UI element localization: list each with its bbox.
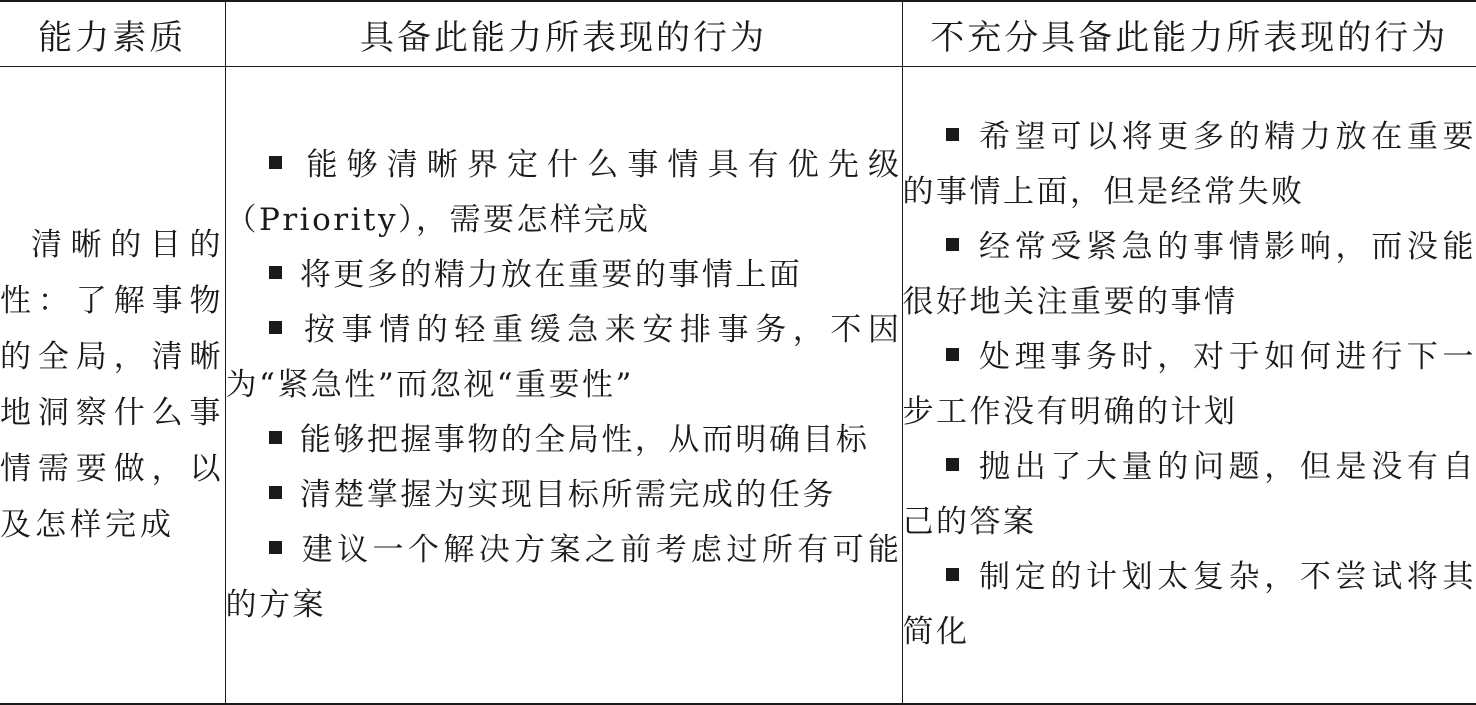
list-item bbox=[226, 138, 902, 248]
quality-description: 清晰的目的性：了解事物的全局，清晰地洞察什么事情需要做，以及怎样完成 bbox=[0, 227, 225, 543]
black-square-icon bbox=[946, 238, 959, 251]
header-quality: 能力素质 bbox=[0, 1, 225, 67]
header-positive-behaviors: 具备此能力所表现的行为 bbox=[225, 1, 902, 67]
black-square-icon bbox=[269, 431, 282, 444]
list-item bbox=[226, 413, 902, 468]
black-square-icon bbox=[269, 321, 282, 334]
list-item bbox=[226, 248, 902, 303]
table-row bbox=[0, 67, 1476, 705]
behavior-text: 制定的计划太复杂，不尝试将其简化 bbox=[902, 559, 1476, 650]
positive-behavior-list bbox=[226, 138, 902, 633]
list-item bbox=[903, 440, 1476, 550]
list-item bbox=[226, 523, 902, 633]
black-square-icon bbox=[269, 156, 282, 169]
list-item bbox=[903, 110, 1476, 220]
list-item bbox=[226, 303, 902, 413]
behavior-text: 抛出了大量的问题，但是没有自己的答案 bbox=[902, 449, 1476, 540]
header-negative-behaviors: 不充分具备此能力所表现的行为 bbox=[902, 1, 1476, 67]
behavior-text: 经常受紧急的事情影响，而没能很好地关注重要的事情 bbox=[902, 229, 1476, 320]
behavior-text: 处理事务时，对于如何进行下一步工作没有明确的计划 bbox=[902, 339, 1476, 430]
behavior-text: 希望可以将更多的精力放在重要的事情上面，但是经常失败 bbox=[902, 119, 1476, 210]
black-square-icon bbox=[946, 458, 959, 471]
black-square-icon bbox=[269, 486, 282, 499]
behavior-text: 清楚掌握为实现目标所需完成的任务 bbox=[299, 476, 836, 513]
list-item bbox=[903, 220, 1476, 330]
list-item bbox=[226, 468, 902, 523]
header-row bbox=[0, 1, 1476, 67]
black-square-icon bbox=[946, 348, 959, 361]
behavior-text: 建议一个解决方案之前考虑过所有可能的方案 bbox=[225, 531, 902, 623]
behavior-text: 能够清晰界定什么事情具有优先级（Priority），需要怎样完成 bbox=[225, 146, 902, 238]
black-square-icon bbox=[269, 541, 282, 554]
behavior-text: 将更多的精力放在重要的事情上面 bbox=[299, 256, 803, 293]
behavior-text: 能够把握事物的全局性，从而明确目标 bbox=[299, 421, 870, 458]
list-item bbox=[903, 330, 1476, 440]
negative-behavior-list bbox=[903, 110, 1476, 660]
black-square-icon bbox=[269, 266, 282, 279]
behavior-text: 按事情的轻重缓急来安排事务，不因为“紧急性”而忽视“重要性” bbox=[225, 311, 902, 403]
positive-behaviors-cell bbox=[225, 67, 902, 705]
quality-cell bbox=[0, 67, 225, 705]
black-square-icon bbox=[946, 128, 959, 141]
list-item bbox=[903, 550, 1476, 660]
black-square-icon bbox=[946, 568, 959, 581]
negative-behaviors-cell bbox=[902, 67, 1476, 705]
